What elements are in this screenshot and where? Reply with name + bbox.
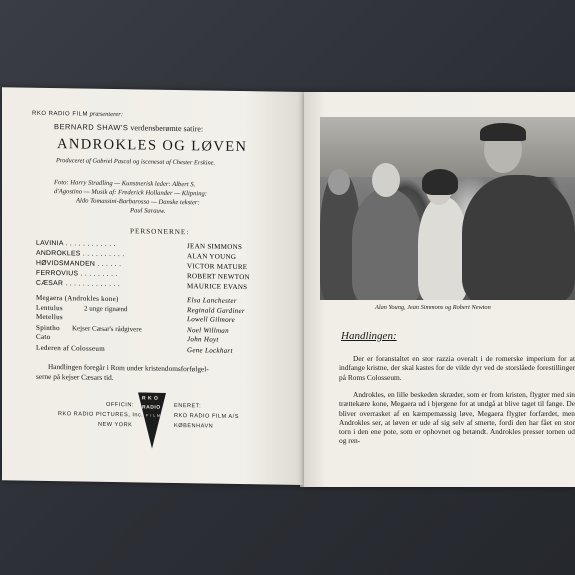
footer-right-label: ENERET:	[174, 402, 202, 410]
setting-line: serne på kejser Cæsars tid.	[36, 371, 114, 383]
cast-actor: Gene Lockhart	[187, 346, 233, 355]
figure-alan-young	[352, 189, 422, 300]
credits-line: d'Agostino — Musik af: Frederick Hollander — Klipning:	[54, 188, 207, 198]
credits-line: Foto: Harry Stradling — Kunstnerisk leder: Albert S.	[54, 179, 196, 189]
studio-name: RKO RADIO FILM	[32, 110, 89, 118]
cast-heading: PERSONERNE:	[130, 227, 190, 237]
cast-actor: John Hoyt	[187, 335, 219, 344]
author-line	[54, 122, 203, 133]
film-still-photo	[320, 117, 575, 300]
cast-group-note: 2 unge rignænd	[84, 304, 128, 314]
figure-head	[372, 163, 400, 197]
logo-text-radio: RADIO	[142, 404, 161, 411]
presents-verb: præsenterer:	[89, 110, 123, 119]
cast-actor: Noel Willman	[187, 326, 229, 335]
cast-group-note: Kejser Cæsar's rådgivere	[72, 324, 142, 334]
cast-actor: ROBERT NEWTON	[187, 272, 250, 282]
cast-role: HØVIDSMANDEN . . . . . .	[36, 259, 122, 269]
setting-line: Handlingen foregår i Rom under kristendomsforfølgel-	[48, 361, 209, 374]
section-heading: Handlingen:	[341, 330, 397, 342]
cast-actor: JEAN SIMMONS	[187, 242, 243, 252]
footer-left-city: NEW YORK	[98, 421, 133, 429]
page-title: ANDROKLES OG LØVEN	[57, 136, 248, 156]
footer-left-label: OFFICIN:	[106, 401, 134, 409]
cast-role: Cato	[36, 332, 51, 342]
photo-caption: Alan Young, Jean Simmons og Robert Newton	[375, 304, 491, 311]
cast-role: Megaera (Androkles kone)	[36, 293, 119, 304]
cast-role: Spintho	[36, 323, 60, 333]
cast-role: ANDROKLES . . . . . . . . . .	[36, 249, 125, 259]
cast-actor: Lowell Gilmore	[187, 315, 236, 324]
body-paragraph: Der er foranstaltet en stor razzia overalt i de romerske imperium for at indfange kristne, der skal kastes for de vilde dyr ved de storslåede forestillinger på Roms Colosseum.	[339, 354, 575, 382]
figure-head	[328, 169, 350, 195]
left-page	[2, 87, 304, 485]
figure-jean-simmons	[418, 197, 468, 300]
author-name: BERNARD SHAW'S	[54, 122, 129, 133]
logo-text-film: F I L M	[146, 413, 161, 418]
figure-hair	[422, 169, 458, 195]
cast-actor: MAURICE EVANS	[187, 282, 248, 292]
figure-robert-newton	[462, 175, 575, 300]
footer-right-company: RKO RADIO FILM A/S	[174, 412, 239, 420]
credits-line: Aldo Tomassini-Barbarossa — Danske tekster:	[76, 197, 200, 207]
body-paragraph: Androkles, en lille beskeden skræder, som er from kristen, flygter med sin trættekære kone, Megaera ud i bjergene for at undgå at blive taget til fange. De bliver overrasket af en kæmpemæssig løve, Megaera flygter forfærdet, men Androkles ser, at løven er ude af sig selv af smerte, fordi den har fået en stor torn i den ene pote, som er ophovnet og betændt. Androkles presser tornen ud og ren-	[339, 390, 575, 446]
author-tagline: verdensberømte satire:	[130, 123, 204, 134]
credits-line: Paul Sarauw.	[130, 207, 166, 215]
figure-hair	[480, 123, 526, 141]
cast-role: Metellus	[36, 312, 63, 322]
cast-role: Lederen af Colosseum	[36, 343, 105, 353]
presenter-line	[32, 110, 123, 118]
cast-actor: ALAN YOUNG	[187, 252, 237, 261]
cast-actor: Elsa Lanchester	[187, 296, 237, 305]
rko-logo	[138, 392, 166, 448]
producer-line: Produceret af Gabriel Pascal og iscenesat af Chester Erskine.	[56, 157, 216, 167]
cast-actor: Reginald Gardiner	[187, 306, 245, 316]
footer-right-city: KØBENHAVN	[174, 422, 214, 430]
cast-actor: VICTOR MATURE	[187, 262, 248, 272]
logo-text-rko: R K O	[142, 395, 159, 402]
footer-left-company: RKO RADIO PICTURES, Inc.	[58, 411, 144, 419]
cast-role: Lentulus	[36, 303, 63, 313]
cast-role: CÆSAR . . . . . . . . . . . . .	[36, 279, 121, 289]
cast-role: LAVINIA . . . . . . . . . . . .	[36, 239, 116, 249]
cast-role: FERROVIUS . . . . . . . . .	[36, 269, 118, 279]
